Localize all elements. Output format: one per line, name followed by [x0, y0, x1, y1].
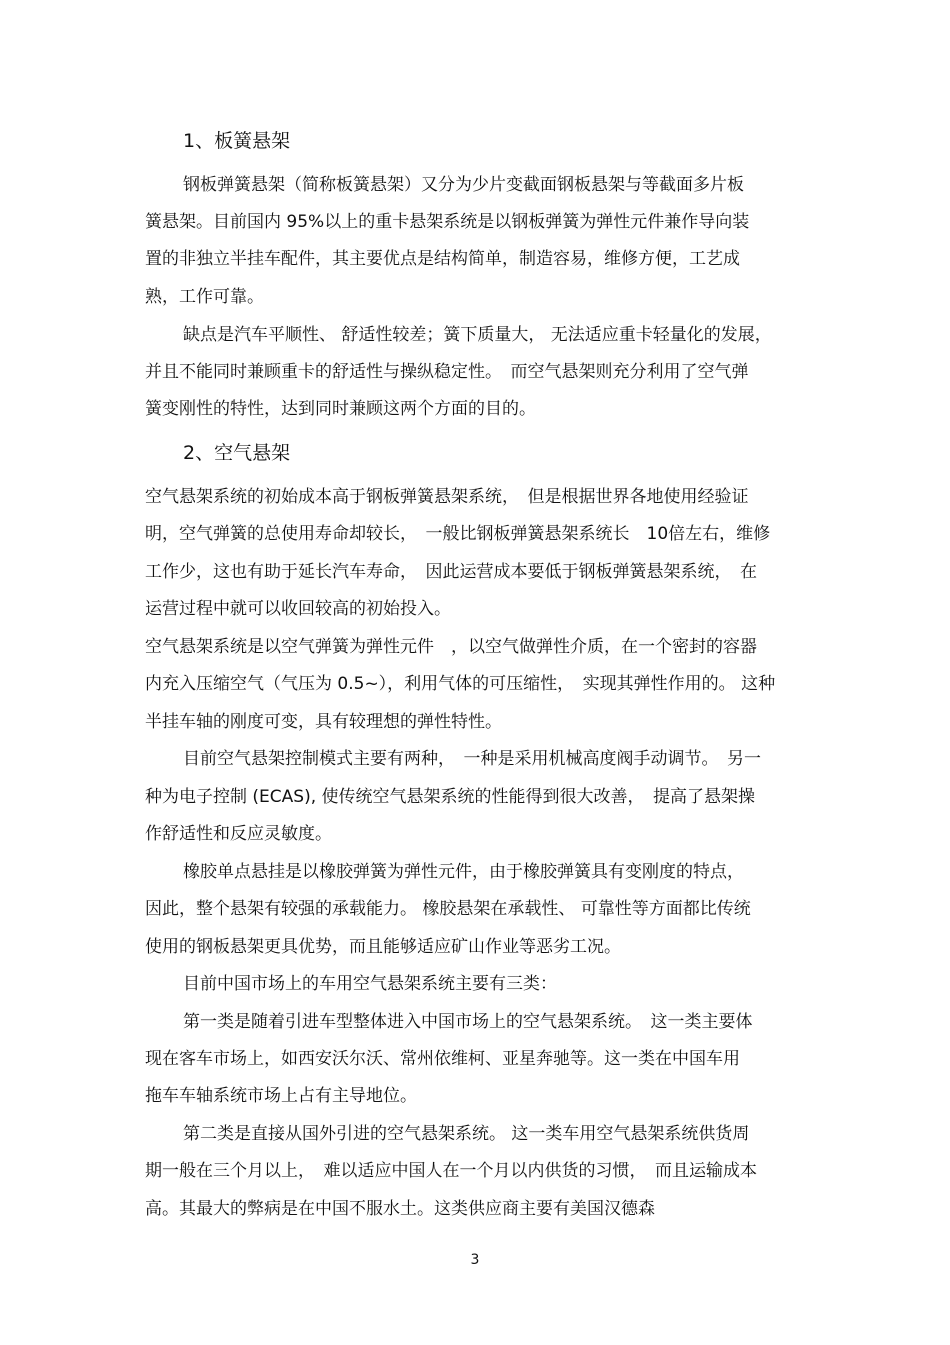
section-heading-2: 2、空气悬架 [183, 442, 291, 464]
text-line: 高。其最大的弊病是在中国不服水土。这类供应商主要有美国汉德森 [145, 1199, 655, 1219]
section-heading-1: 1、板簧悬架 [183, 130, 291, 152]
text-line: 空气悬架系统是以空气弹簧为弹性元件 ，以空气做弹性介质，在一个密封的容器 [145, 637, 757, 657]
text-line: 簧变刚性的特性，达到同时兼顾这两个方面的目的。 [145, 399, 536, 419]
text-line: 运营过程中就可以收回较高的初始投入。 [145, 599, 451, 619]
text-line: 因此，整个悬架有较强的承载能力。 橡胶悬架在承载性、 可靠性等方面都比传统 [145, 899, 751, 919]
text-line: 目前空气悬架控制模式主要有两种， 一种是采用机械高度阀手动调节。 另一 [183, 749, 761, 769]
text-line: 目前中国市场上的车用空气悬架系统主要有三类： [183, 974, 557, 994]
text-line: 使用的钢板悬架更具优势，而且能够适应矿山作业等恶劣工况。 [145, 937, 621, 957]
text-line: 缺点是汽车平顺性、 舒适性较差；簧下质量大， 无法适应重卡轻量化的发展， [183, 325, 772, 345]
page-number: 3 [470, 1252, 480, 1268]
text-line: 工作少，这也有助于延长汽车寿命， 因此运营成本要低于钢板弹簧悬架系统， 在 [145, 562, 757, 582]
text-line: 橡胶单点悬挂是以橡胶弹簧为弹性元件，由于橡胶弹簧具有变刚度的特点， [183, 862, 744, 882]
text-line: 作舒适性和反应灵敏度。 [145, 824, 332, 844]
text-line: 第二类是直接从国外引进的空气悬架系统。 这一类车用空气悬架系统供货周 [183, 1124, 750, 1144]
text-line: 期一般在三个月以上， 难以适应中国人在一个月以内供货的习惯， 而且运输成本 [145, 1161, 757, 1181]
text-line: 置的非独立半挂车配件，其主要优点是结构简单，制造容易，维修方便，工艺成 [145, 249, 740, 269]
text-line: 第一类是随着引进车型整体进入中国市场上的空气悬架系统。 这一类主要体 [183, 1012, 753, 1032]
text-line: 半挂车轴的刚度可变，具有较理想的弹性特性。 [145, 712, 502, 732]
text-line: 明，空气弹簧的总使用寿命却较长， 一般比钢板弹簧悬架系统长 10倍左右，维修 [145, 524, 771, 544]
text-line: 空气悬架系统的初始成本高于钢板弹簧悬架系统， 但是根据世界各地使用经验证 [145, 487, 749, 507]
text-line: 现在客车市场上，如西安沃尔沃、常州依维柯、亚星奔驰等。这一类在中国车用 [145, 1049, 740, 1069]
text-line: 簧悬架。目前国内 95%以上的重卡悬架系统是以钢板弹簧为弹性元件兼作导向装 [145, 212, 750, 232]
text-line: 内充入压缩空气（气压为 0.5~），利用气体的可压缩性， 实现其弹性作用的。 这种 [145, 674, 776, 694]
text-line: 种为电子控制 (ECAS), 使传统空气悬架系统的性能得到很大改善， 提高了悬架操 [145, 787, 756, 807]
text-line: 并且不能同时兼顾重卡的舒适性与操纵稳定性。 而空气悬架则充分利用了空气弹 [145, 362, 749, 382]
text-line: 拖车车轴系统市场上占有主导地位。 [145, 1086, 417, 1106]
text-line: 钢板弹簧悬架（简称板簧悬架）又分为少片变截面钢板悬架与等截面多片板 [183, 175, 744, 195]
text-line: 熟，工作可靠。 [145, 287, 264, 307]
